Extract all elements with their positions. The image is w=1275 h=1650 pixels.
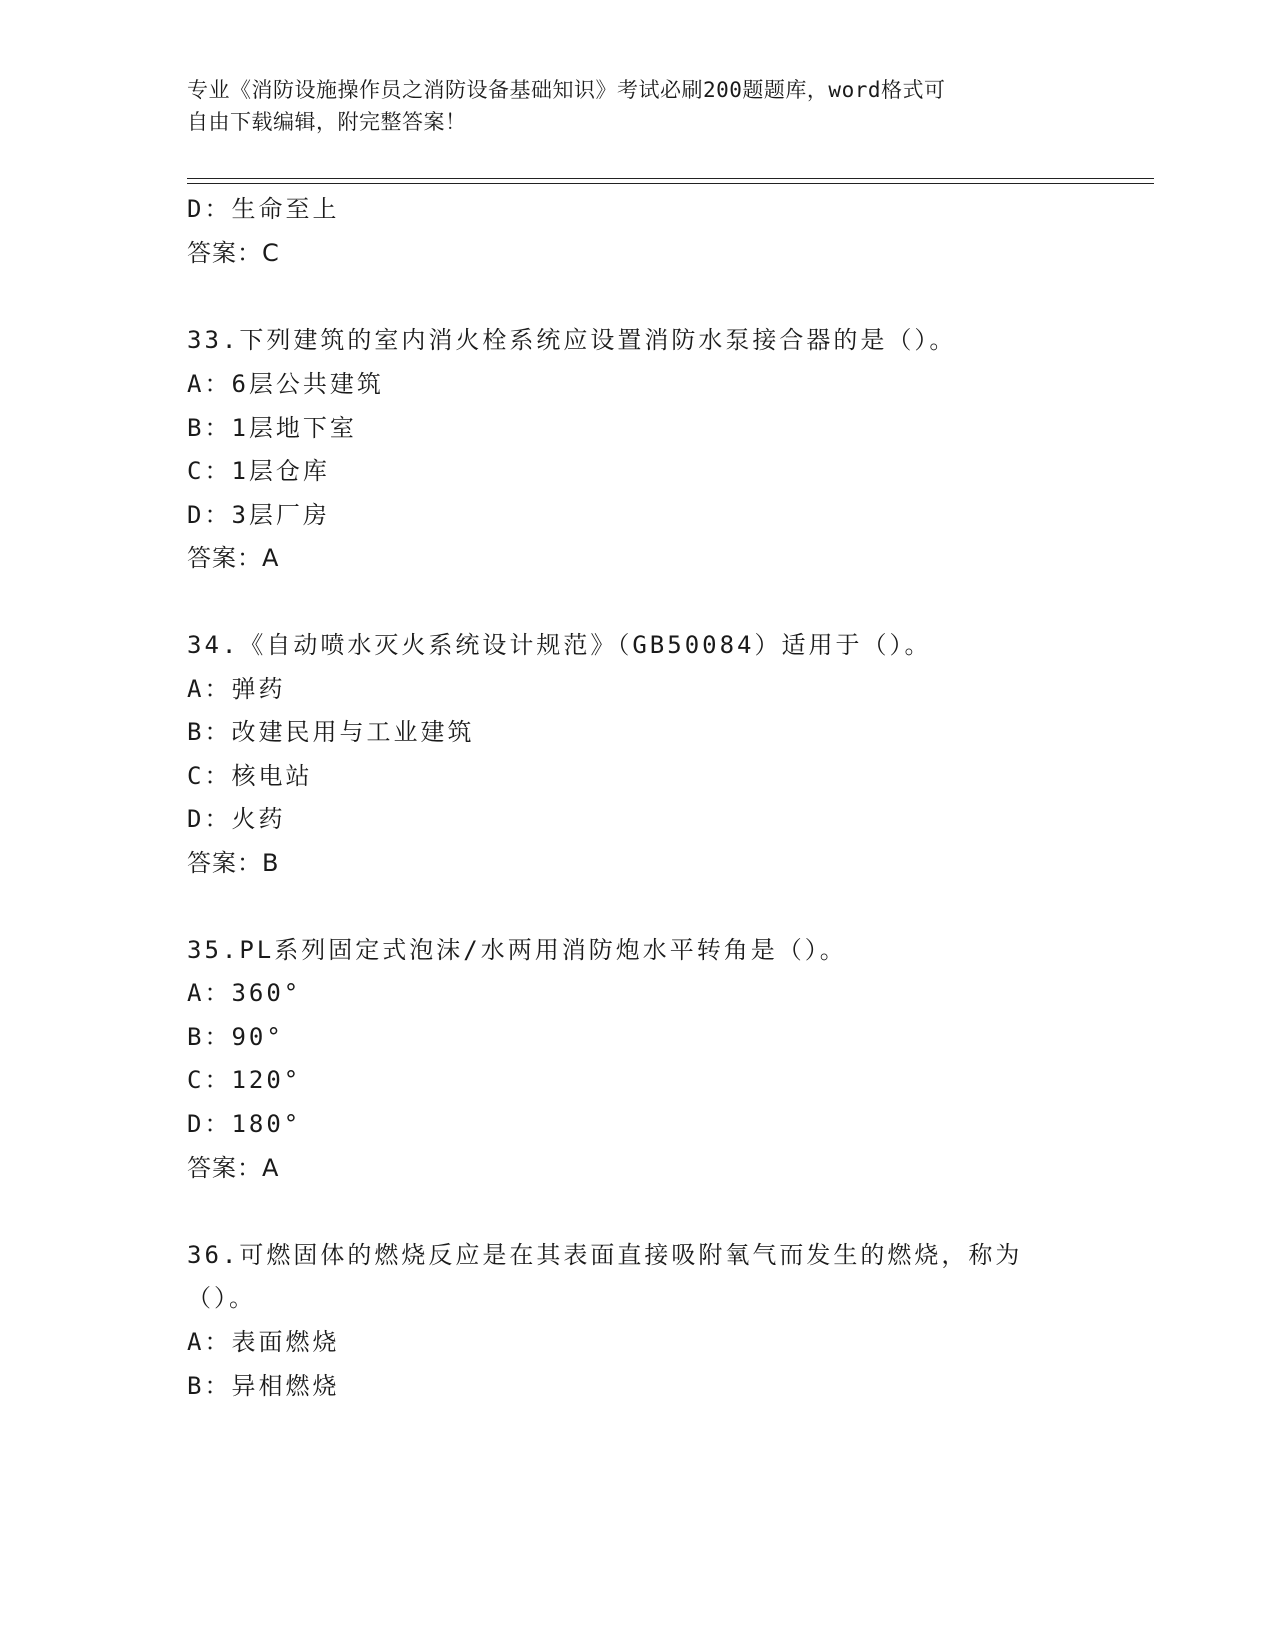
question-34-option-a: A：弹药 xyxy=(187,675,286,703)
question-35-option-a: A：360° xyxy=(187,979,302,1007)
question-36-stem-line-2: （）。 xyxy=(187,1284,256,1312)
question-33-option-c: C：1层仓库 xyxy=(187,457,330,485)
header-divider-bottom xyxy=(187,183,1154,184)
question-36-option-b: B：异相燃烧 xyxy=(187,1372,340,1400)
question-35-option-b: B：90° xyxy=(187,1023,284,1051)
header-divider-top xyxy=(187,178,1154,179)
question-36-option-a: A：表面燃烧 xyxy=(187,1328,340,1356)
prev-option-d: D：生命至上 xyxy=(187,195,340,223)
question-36-stem-line-1: 36.可燃固体的燃烧反应是在其表面直接吸附氧气而发生的燃烧，称为 xyxy=(187,1241,1023,1269)
question-35-option-d: D：180° xyxy=(187,1110,302,1138)
question-35-stem: 35.PL系列固定式泡沫/水两用消防炮水平转角是（）。 xyxy=(187,936,847,964)
question-35-option-c: C：120° xyxy=(187,1066,302,1094)
question-34-stem: 34.《自动喷水灭火系统设计规范》（GB50084）适用于（）。 xyxy=(187,631,932,659)
question-33-option-b: B：1层地下室 xyxy=(187,414,357,442)
prev-answer: 答案：C xyxy=(187,239,280,267)
question-35-answer: 答案：A xyxy=(187,1154,280,1182)
question-34-option-c: C：核电站 xyxy=(187,762,313,790)
question-33-stem: 33.下列建筑的室内消火栓系统应设置消防水泵接合器的是（）。 xyxy=(187,326,957,354)
header-line-1: 专业《消防设施操作员之消防设备基础知识》考试必刷200题题库，word格式可 xyxy=(187,78,946,102)
question-34-option-d: D：火药 xyxy=(187,805,286,833)
header-line-2: 自由下载编辑，附完整答案！ xyxy=(187,110,467,134)
question-34-option-b: B：改建民用与工业建筑 xyxy=(187,718,475,746)
question-33-option-a: A：6层公共建筑 xyxy=(187,370,384,398)
question-34-answer: 答案：B xyxy=(187,849,280,877)
question-33-answer: 答案：A xyxy=(187,544,280,572)
page-header xyxy=(187,74,1067,138)
question-33-option-d: D：3层厂房 xyxy=(187,501,330,529)
